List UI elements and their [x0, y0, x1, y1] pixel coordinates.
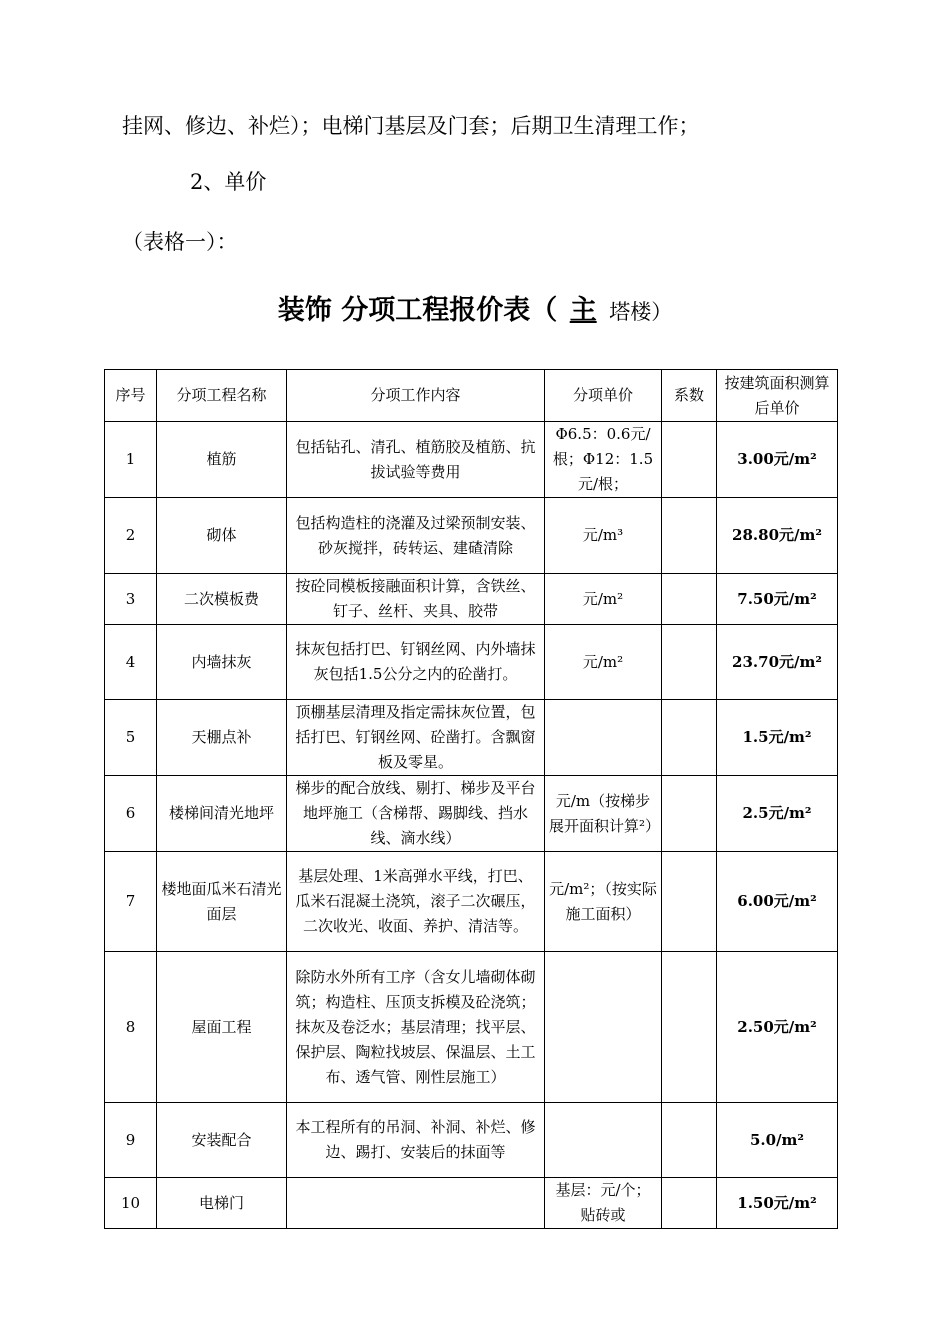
cell-coef: [662, 498, 717, 574]
cell-name: 植筋: [157, 422, 287, 498]
cell-final-price: 1.50元/m²: [717, 1178, 838, 1229]
paragraph-section-heading: 2、单价: [190, 170, 267, 194]
header-unit-price: 分项单价: [545, 370, 662, 422]
cell-final-price: 7.50元/m²: [717, 574, 838, 625]
cell-final-price: 28.80元/m²: [717, 498, 838, 574]
cell-unit-price: 基层：元/个；贴砖或: [545, 1178, 662, 1229]
cell-final-price: 5.0/m²: [717, 1103, 838, 1178]
cell-unit-price: 元/m³: [545, 498, 662, 574]
cell-content: 本工程所有的吊洞、补洞、补烂、修边、踢打、安装后的抹面等: [287, 1103, 545, 1178]
table-title-suffix: 塔楼）: [609, 300, 673, 324]
cell-coef: [662, 422, 717, 498]
cell-no: 2: [105, 498, 157, 574]
cell-no: 3: [105, 574, 157, 625]
cell-unit-price: [545, 1103, 662, 1178]
header-final-price: 按建筑面积测算后单价: [717, 370, 838, 422]
cell-no: 9: [105, 1103, 157, 1178]
cell-no: 1: [105, 422, 157, 498]
header-no: 序号: [105, 370, 157, 422]
paragraph-table-caption: （表格一）：: [122, 230, 238, 254]
cell-content: 梯步的配合放线、剔打、梯步及平台地坪施工（含梯帮、踢脚线、挡水线、滴水线）: [287, 776, 545, 852]
table-row: [105, 852, 838, 952]
cell-name: 砌体: [157, 498, 287, 574]
table-row: [105, 700, 838, 776]
cell-no: 6: [105, 776, 157, 852]
cell-final-price: 23.70元/m²: [717, 625, 838, 700]
table-row: [105, 1103, 838, 1178]
cell-name: 楼梯间清光地坪: [157, 776, 287, 852]
table-row: [105, 776, 838, 852]
cell-coef: [662, 1103, 717, 1178]
cell-content: 抹灰包括打巴、钉钢丝网、内外墙抹灰包括1.5公分之内的砼凿打。: [287, 625, 545, 700]
header-name: 分项工程名称: [157, 370, 287, 422]
cell-coef: [662, 574, 717, 625]
table-row: [105, 952, 838, 1103]
cell-name: 屋面工程: [157, 952, 287, 1103]
cell-unit-price: Φ6.5：0.6元/根；Φ12：1.5元/根；: [545, 422, 662, 498]
cell-content: 顶棚基层清理及指定需抹灰位置，包括打巴、钉钢丝网、砼凿打。含飘窗板及零星。: [287, 700, 545, 776]
quote-table: [104, 369, 838, 1229]
cell-coef: [662, 1178, 717, 1229]
cell-final-price: 1.5元/m²: [717, 700, 838, 776]
cell-unit-price: 元/m（按梯步展开面积计算²）: [545, 776, 662, 852]
cell-name: 安装配合: [157, 1103, 287, 1178]
cell-name: 电梯门: [157, 1178, 287, 1229]
cell-final-price: 2.5元/m²: [717, 776, 838, 852]
cell-coef: [662, 852, 717, 952]
cell-content: 按砼同模板接融面积计算，含铁丝、钉子、丝杆、夹具、胶带: [287, 574, 545, 625]
cell-no: 8: [105, 952, 157, 1103]
cell-name: 二次模板费: [157, 574, 287, 625]
table-row: [105, 498, 838, 574]
table-row: [105, 422, 838, 498]
cell-unit-price: [545, 700, 662, 776]
table-row: [105, 1178, 838, 1229]
cell-name: 楼地面瓜米石清光面层: [157, 852, 287, 952]
cell-unit-price: 元/m²: [545, 625, 662, 700]
cell-final-price: 2.50元/m²: [717, 952, 838, 1103]
cell-unit-price: [545, 952, 662, 1103]
paragraph-line-1: 挂网、修边、补烂）；电梯门基层及门套；后期卫生清理工作；: [122, 114, 700, 138]
cell-unit-price: 元/m²；（按实际施工面积）: [545, 852, 662, 952]
cell-name: 天棚点补: [157, 700, 287, 776]
header-content: 分项工作内容: [287, 370, 545, 422]
cell-content: [287, 1178, 545, 1229]
cell-no: 10: [105, 1178, 157, 1229]
cell-unit-price: 元/m²: [545, 574, 662, 625]
table-row: [105, 625, 838, 700]
cell-final-price: 6.00元/m²: [717, 852, 838, 952]
cell-coef: [662, 625, 717, 700]
table-header-row: [105, 370, 838, 422]
cell-content: 包括构造柱的浇灌及过梁预制安装、砂灰搅拌，砖转运、建碴清除: [287, 498, 545, 574]
cell-final-price: 3.00元/m²: [717, 422, 838, 498]
cell-no: 7: [105, 852, 157, 952]
cell-no: 4: [105, 625, 157, 700]
table-row: [105, 574, 838, 625]
cell-content: 除防水外所有工序（含女儿墙砌体砌筑；构造柱、压顶支拆模及砼浇筑；抹灰及卷泛水；基层清理；找平层、保护层、陶粒找坡层、保温层、土工布、透气管、刚性层施工）: [287, 952, 545, 1103]
table-title: [0, 288, 950, 327]
cell-coef: [662, 952, 717, 1103]
cell-coef: [662, 700, 717, 776]
cell-no: 5: [105, 700, 157, 776]
table-title-main: 装饰 分项工程报价表（: [277, 295, 558, 326]
cell-content: 包括钻孔、清孔、植筋胶及植筋、抗拔试验等费用: [287, 422, 545, 498]
cell-name: 内墙抹灰: [157, 625, 287, 700]
table-title-blank: 主: [569, 295, 597, 326]
header-coef: 系数: [662, 370, 717, 422]
cell-coef: [662, 776, 717, 852]
cell-content: 基层处理、1米高弹水平线，打巴、瓜米石混凝土浇筑，滚子二次碾压，二次收光、收面、养护、清洁等。: [287, 852, 545, 952]
